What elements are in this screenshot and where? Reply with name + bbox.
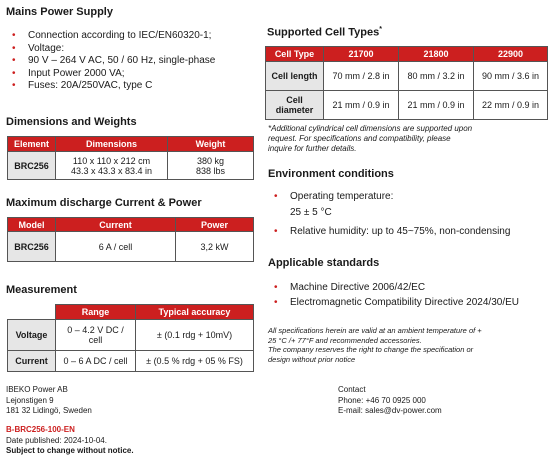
- standards-heading: Applicable standards: [268, 257, 380, 269]
- list-item: • Electromagnetic Compatibility Directive 2024/30/EU: [268, 295, 519, 310]
- element-cell: BRC256: [8, 152, 56, 180]
- cell-types-heading: Supported Cell Types*: [267, 26, 382, 39]
- measurement-table: [7, 304, 254, 372]
- table-row: [8, 232, 254, 262]
- list-item: • Fuses: 20A/250VAC, type C: [6, 80, 215, 93]
- dimensions-table: [7, 136, 254, 180]
- table-header: Element: [8, 137, 56, 152]
- discharge-table: [7, 217, 254, 262]
- document-code: B-BRC256-100-EN: [6, 425, 75, 434]
- table-cell: 21 mm / 0.9 in: [324, 91, 399, 120]
- table-header: 22900: [474, 47, 548, 62]
- company-city: 181 32 Lidingö, Sweden: [6, 406, 92, 415]
- voltage-range: 0 – 4.2 V DC / cell: [56, 320, 136, 351]
- power-cell: 3,2 kW: [176, 232, 254, 262]
- company-name: IBEKO Power AB: [6, 385, 68, 394]
- voltage-accuracy: ± (0.1 rdg + 10mV): [136, 320, 254, 351]
- dimensions-cell: 110 x 110 x 212 cm 43.3 x 43.3 x 83.4 in: [56, 152, 168, 180]
- discharge-heading: Maximum discharge Current & Power: [6, 197, 202, 209]
- table-cell: 22 mm / 0.9 in: [474, 91, 548, 120]
- measurement-heading: Measurement: [6, 284, 77, 296]
- environment-list: [268, 191, 510, 239]
- cell-types-note: *Additional cylindrical cell dimensions are supported upon request. For specifications and compatibility, please inquire for further details.: [268, 124, 473, 153]
- table-header: Range: [56, 305, 136, 320]
- table-header: Current: [56, 218, 176, 232]
- table-header: Typical accuracy: [136, 305, 254, 320]
- list-item: • Input Power 2000 VA;: [6, 68, 215, 81]
- company-street: Lejonstigen 9: [6, 395, 54, 405]
- table-header: 21800: [399, 47, 474, 62]
- table-header: Power: [176, 218, 254, 232]
- table-cell: 90 mm / 3.6 in: [474, 62, 548, 91]
- table-row: [266, 62, 548, 91]
- table-header: [8, 305, 56, 320]
- environment-heading: Environment conditions: [268, 168, 394, 180]
- table-header: Model: [8, 218, 56, 232]
- table-header: Weight: [168, 137, 254, 152]
- contact-heading: Contact: [338, 385, 366, 394]
- list-item: • 90 V – 264 V AC, 50 / 60 Hz, single-phase: [6, 55, 215, 68]
- contact-email[interactable]: E-mail: sales@dv-power.com: [338, 406, 442, 415]
- current-cell: 6 A / cell: [56, 232, 176, 262]
- mains-power-heading: Mains Power Supply: [6, 6, 113, 18]
- model-cell: BRC256: [8, 232, 56, 262]
- table-row: [8, 152, 254, 180]
- date-published: Date published: 2024-10-04.: [6, 435, 107, 445]
- table-cell: 70 mm / 2.8 in: [324, 62, 399, 91]
- table-cell: 21 mm / 0.9 in: [399, 91, 474, 120]
- list-item: • Relative humidity: up to 45~75%, non-condensing: [268, 226, 510, 239]
- table-header: Dimensions: [56, 137, 168, 152]
- list-item: • Operating temperature: 25 ± 5 °C: [268, 191, 510, 219]
- document-info: [6, 425, 134, 457]
- disclaimer: All specifications herein are valid at an ambient temperature of + 25 °C /+ 77°F and recommended accessories. The company reserves the right to change the specification or design without prior notice: [268, 326, 482, 364]
- table-row: [8, 351, 254, 372]
- contact-block: [338, 385, 442, 417]
- dimensions-heading: Dimensions and Weights: [6, 116, 137, 128]
- list-item: • Machine Directive 2006/42/EC: [268, 280, 519, 295]
- standards-list: [268, 280, 519, 310]
- current-range: 0 – 6 A DC / cell: [56, 351, 136, 372]
- weight-cell: 380 kg 838 lbs: [168, 152, 254, 180]
- current-accuracy: ± (0.5 % rdg + 05 % FS): [136, 351, 254, 372]
- cell-diameter-label: Cell diameter: [266, 91, 324, 120]
- cell-types-table: [265, 46, 548, 120]
- table-cell: 80 mm / 3.2 in: [399, 62, 474, 91]
- table-header: 21700: [324, 47, 399, 62]
- current-label: Current: [8, 351, 56, 372]
- cell-length-label: Cell length: [266, 62, 324, 91]
- mains-power-list: [6, 30, 215, 93]
- table-header: Cell Type: [266, 47, 324, 62]
- list-item: • Connection according to IEC/EN60320-1;: [6, 30, 215, 43]
- company-address: [6, 385, 92, 417]
- table-row: [8, 320, 254, 351]
- voltage-label: Voltage: [8, 320, 56, 351]
- list-item: • Voltage:: [6, 43, 215, 56]
- table-row: [266, 91, 548, 120]
- contact-phone: Phone: +46 70 0925 000: [338, 395, 426, 405]
- change-notice: Subject to change without notice.: [6, 446, 134, 455]
